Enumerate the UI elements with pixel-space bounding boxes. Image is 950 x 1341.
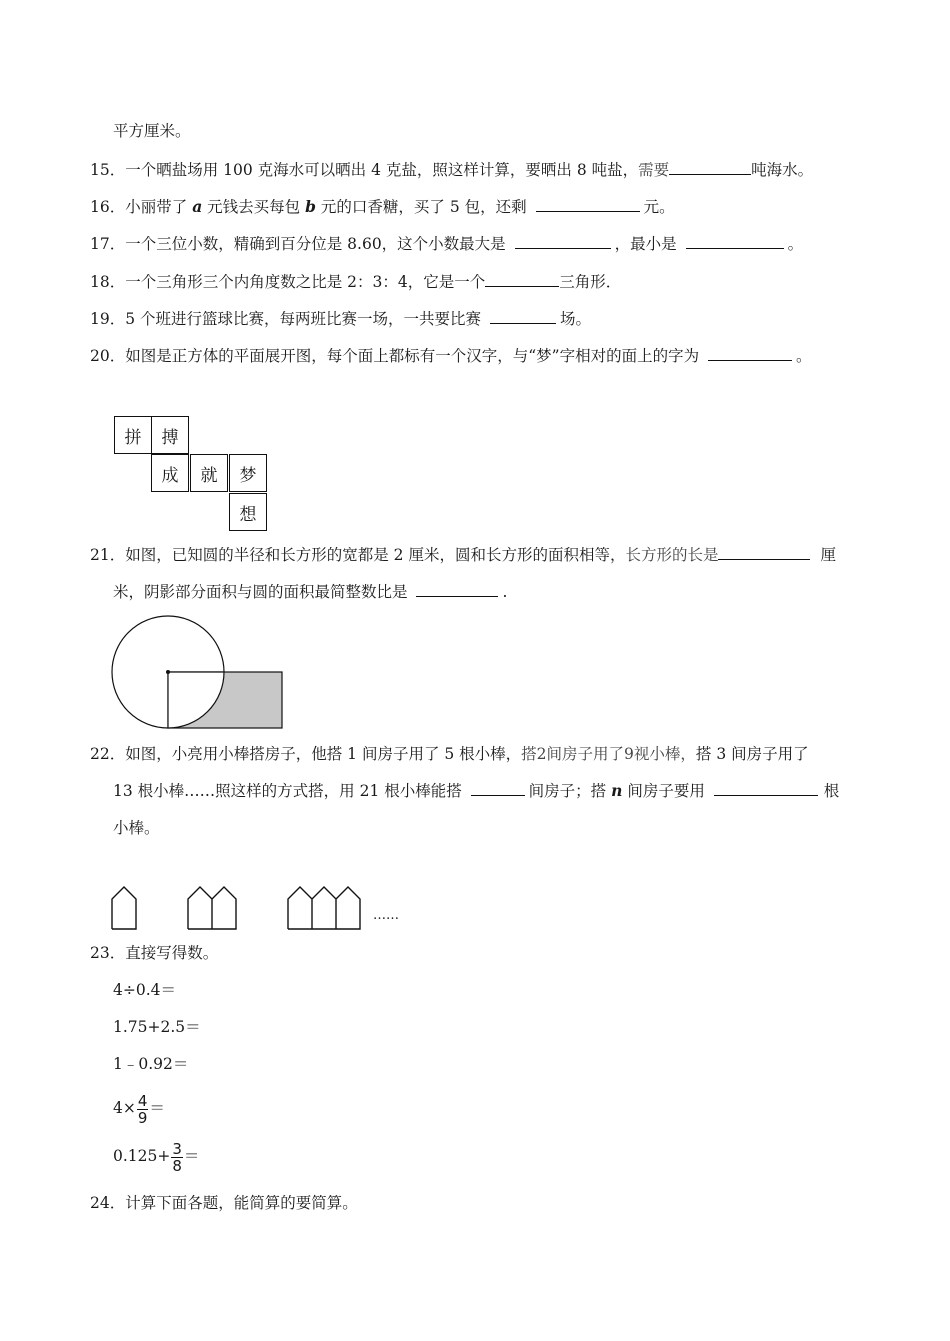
q23-number: 23． xyxy=(90,944,126,962)
q22-var-n: n xyxy=(611,781,623,800)
q18-text-a: 一个三角形三个内角度数之比是 2：3：4，它是一个 xyxy=(125,273,486,291)
cube-face: 就 xyxy=(190,454,228,492)
question-20 xyxy=(90,346,812,366)
q16-var-b: b xyxy=(305,197,316,216)
q22-text-c: 搭 3 间房子用了 xyxy=(695,745,809,763)
q17-text-c: 。 xyxy=(787,235,804,253)
q15-number: 15． xyxy=(90,161,126,179)
circle-rectangle-figure xyxy=(110,612,290,732)
houses-ellipsis: …… xyxy=(373,908,399,923)
cube-face: 搏 xyxy=(151,416,189,454)
house-3 xyxy=(288,887,360,929)
q24-number: 24． xyxy=(90,1194,126,1212)
q16-text-a: 小丽带了 xyxy=(125,198,188,216)
q21-number: 21． xyxy=(90,546,126,564)
calc-3: 1﹣0.92＝ xyxy=(113,1055,189,1073)
q21-text-a: 如图，已知圆的半径和长方形的宽都是 2 厘米，圆和长方形的面积相等， xyxy=(125,546,626,564)
q20-answer-blank[interactable] xyxy=(708,346,792,361)
q22-text-g: 根 xyxy=(823,782,840,800)
question-22-line2 xyxy=(113,781,839,801)
q17-min-blank[interactable] xyxy=(686,234,784,249)
calc-5-post: ＝ xyxy=(183,1147,200,1165)
question-18 xyxy=(90,272,621,292)
q21-text-d: 米，阴影部分面积与圆的面积最简整数比是 xyxy=(113,583,408,601)
q17-text-b: ，最小是 xyxy=(614,235,677,253)
q20-text-a: 如图是正方体的平面展开图，每个面上都标有一个汉字，与“梦”字相对的面上的字为 xyxy=(125,347,700,365)
q15-text-c: 吨海水。 xyxy=(751,161,814,179)
calc-5-pre: 0.125+ xyxy=(113,1147,171,1165)
q22-number: 22． xyxy=(90,745,126,763)
q22-text-d: 13 根小棒……照这样的方式搭，用 21 根小棒能搭 xyxy=(113,782,462,800)
q17-max-blank[interactable] xyxy=(515,234,611,249)
q22-text-b: 搭2间房子用了9视小棒， xyxy=(521,745,696,763)
question-21 xyxy=(90,545,836,565)
q19-answer-blank[interactable] xyxy=(490,309,556,324)
q22-text-f: 间房子要用 xyxy=(627,782,705,800)
question-17 xyxy=(90,234,803,254)
q22-rooms-blank[interactable] xyxy=(471,781,525,796)
q15-text: 一个晒盐场用 100 克海水可以晒出 4 克盐，照这样计算，要晒出 8 吨盐， xyxy=(125,161,639,179)
q18-text-b: 三角形． xyxy=(559,273,622,291)
fraction-numerator: 4 xyxy=(137,1091,148,1110)
q23-title: 直接写得数。 xyxy=(125,944,219,962)
fraction-denominator: 9 xyxy=(137,1108,148,1127)
question-24 xyxy=(90,1193,358,1213)
q19-text-b: 场。 xyxy=(559,310,591,328)
calc-2: 1.75+2.5＝ xyxy=(113,1018,201,1036)
fraction xyxy=(137,1093,149,1126)
q20-number: 20． xyxy=(90,347,126,365)
calc-5 xyxy=(113,1138,199,1174)
q21-text-b: 长方形的长是 xyxy=(625,546,719,564)
q17-number: 17． xyxy=(90,235,126,253)
q22-text-e: 间房子；搭 xyxy=(528,782,607,800)
q15-text-b: 需要 xyxy=(638,161,670,179)
q22-text-a: 如图，小亮用小棒搭房子，他搭 1 间房子用了 5 根小棒， xyxy=(125,745,522,763)
fraction-numerator: 3 xyxy=(172,1139,182,1158)
q15-answer-blank[interactable] xyxy=(669,160,751,175)
q22-sticks-blank[interactable] xyxy=(714,781,818,796)
house-1 xyxy=(112,887,136,929)
q24-title: 计算下面各题，能简算的要简算。 xyxy=(125,1194,358,1212)
q22-text-h: 小棒。 xyxy=(113,819,160,837)
calc-4-post: ＝ xyxy=(149,1099,165,1117)
question-15 xyxy=(90,160,813,180)
q16-text-d: 元。 xyxy=(643,198,675,216)
q21-length-blank[interactable] xyxy=(718,545,810,560)
question-19 xyxy=(90,309,591,329)
q17-text-a: 一个三位小数，精确到百分位是 8.60，这个小数最大是 xyxy=(125,235,506,253)
q20-text-b: 。 xyxy=(796,347,812,365)
q18-number: 18． xyxy=(90,273,126,291)
cube-face: 想 xyxy=(229,493,267,531)
q16-text-c: 元的口香糖，买了 5 包，还剩 xyxy=(320,198,527,216)
q21-text-e: . xyxy=(502,583,508,601)
fraction-denominator: 8 xyxy=(172,1156,182,1175)
question-16 xyxy=(90,197,675,217)
calc-1: 4÷0.4＝ xyxy=(113,981,176,999)
q21-text-c: 厘 xyxy=(820,546,836,564)
question-21-line2 xyxy=(113,582,507,602)
q16-answer-blank[interactable] xyxy=(536,197,640,212)
q19-text-a: 5 个班进行篮球比赛，每两班比赛一场，一共要比赛 xyxy=(125,310,482,328)
calc-4 xyxy=(113,1090,165,1126)
question-23 xyxy=(90,943,218,963)
calc-4-pre: 4× xyxy=(113,1099,136,1117)
cube-face: 拼 xyxy=(114,416,152,454)
q19-number: 19． xyxy=(90,310,126,328)
question-22 xyxy=(90,744,809,764)
q14-tail: 平方厘米。 xyxy=(113,122,191,140)
q18-answer-blank[interactable] xyxy=(485,272,559,287)
q16-number: 16． xyxy=(90,198,126,216)
q16-var-a: a xyxy=(192,197,203,216)
cube-face: 梦 xyxy=(229,454,267,492)
q16-text-b: 元钱去买每包 xyxy=(207,198,301,216)
fraction xyxy=(171,1141,183,1174)
center-point xyxy=(166,670,170,674)
cube-face: 成 xyxy=(151,454,189,492)
q21-ratio-blank[interactable] xyxy=(416,582,498,597)
house-2 xyxy=(188,887,236,929)
